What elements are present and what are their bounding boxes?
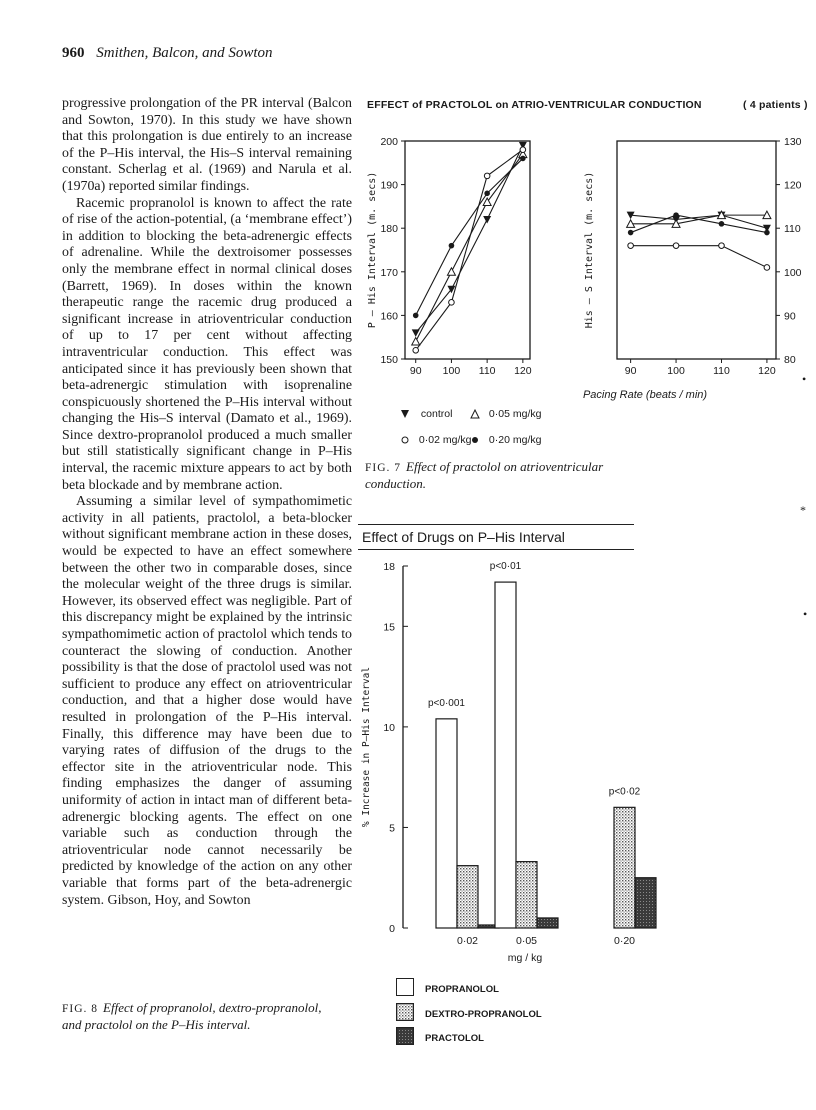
x-tick-label: 0·05 <box>515 935 538 947</box>
x-tick-label: 110 <box>478 365 496 377</box>
y-tick-label: 80 <box>784 354 796 366</box>
x-tick-label: 0·20 <box>613 935 636 947</box>
margin-mark: • <box>802 372 807 386</box>
y-tick-label: 130 <box>784 136 802 148</box>
y-tick-label: 150 <box>380 354 398 366</box>
data-point <box>484 173 490 179</box>
bar-practolol <box>537 918 558 928</box>
y-tick-label: 160 <box>380 310 398 323</box>
bar-propranolol <box>436 719 457 928</box>
data-point <box>484 191 490 197</box>
fig7-panel-1 <box>367 136 532 377</box>
data-point <box>673 243 679 249</box>
data-point <box>412 338 420 346</box>
legend-swatch-dextro <box>396 1003 414 1021</box>
fig7-title: EFFECT of PRACTOLOL on ATRIO-VENTRICULAR CONDUCTION <box>367 99 702 111</box>
data-point <box>413 347 419 353</box>
y-tick-label: 5 <box>389 822 395 835</box>
y-tick-label: 190 <box>380 179 398 192</box>
series <box>413 147 526 353</box>
bar-dextro-propranolol <box>614 807 635 928</box>
data-point <box>483 216 491 224</box>
x-axis-label: mg / kg <box>507 952 543 964</box>
fig7-legend-0-20: 0·20 mg/kg <box>488 434 542 446</box>
bar-dextro-propranolol <box>457 866 478 928</box>
data-point <box>673 212 679 218</box>
y-tick-label: 90 <box>784 310 796 323</box>
x-tick-label: 100 <box>442 365 461 377</box>
data-point <box>447 268 455 276</box>
y-tick-label: 170 <box>380 266 398 279</box>
fig8-chart <box>355 550 655 970</box>
fig7-chart <box>355 118 805 418</box>
y-tick-label: 100 <box>784 266 802 279</box>
data-point <box>719 243 725 249</box>
fig7-legend-control: control <box>420 408 453 420</box>
fig7-caption-text: Effect of practolol on atrioventricular conduction. <box>365 459 604 491</box>
fig8-caption <box>62 1000 342 1032</box>
data-point <box>520 156 526 162</box>
y-tick-label: 180 <box>380 223 398 236</box>
y-tick-label: 18 <box>383 561 395 573</box>
series-line <box>631 215 767 228</box>
y-tick-label: 10 <box>383 721 395 734</box>
y-axis-label: His – S Interval (m. secs) <box>584 171 595 329</box>
fig7-legend-0-02: 0·02 mg/kg <box>418 434 472 446</box>
x-tick-label: 90 <box>624 365 637 377</box>
running-header <box>62 45 273 62</box>
fig8-caption-text: Effect of propranolol, dextro-propranolol, and practolol on the P–His interval. <box>62 1000 322 1032</box>
significance-label: p<0·01 <box>489 561 522 573</box>
y-axis-label: % Increase in P–His Interval <box>361 666 372 828</box>
plot-frame <box>617 141 776 359</box>
x-tick-label: 90 <box>409 365 422 377</box>
fig7-caption <box>365 459 665 491</box>
data-point <box>449 300 455 306</box>
fig8-title: Effect of Drugs on P–His Interval <box>362 529 565 545</box>
series <box>628 243 770 270</box>
x-tick-label: 120 <box>514 365 532 377</box>
data-point <box>628 230 634 236</box>
data-point <box>628 243 634 249</box>
y-tick-label: 110 <box>784 223 801 236</box>
y-tick-label: 15 <box>383 621 395 634</box>
margin-mark: * <box>800 503 806 517</box>
y-tick-label: 0 <box>389 923 395 935</box>
body-paragraph: Assuming a similar level of sympathomimetic activity in all patients, practolol, a beta-blocker without significant membrane action in these doses, would be expected to have an effect somewhere between the other two in comparable doses, since the molecular weight of the three drugs is similar. However, its observed effect was negligible. Part of this discrepancy might be explained by the intrinsic sympathomimetic action of practolol which tends to counteract the slowing of conduction. Another possibility is that the dose of practolol used was not sufficient to produce any effect on atrioventricular conduction, and that a higher dose would have resulted in prolongation of the P–His interval. Finally, this difference may have been due to varying rates of diffusion of the drugs to the effector site in the atrioventricular node. This finding emphasizes the danger of assuming uniformity of action in intact man of different beta-adrenergic blocking agents. The effect on one variable such as conduction through the atrioventricular node cannot necessarily be predicted by knowledge of the action on any other variable that forms part of the beta-adrenergic system. Gibson, Hoy, and Sowton <box>62 494 352 908</box>
fig7-patients: ( 4 patients ) <box>743 99 808 111</box>
x-tick-label: 110 <box>713 365 730 377</box>
bar-practolol <box>635 878 656 928</box>
fig8-legend-dextro: DEXTRO-PROPRANOLOL <box>425 1009 542 1020</box>
x-tick-label: 120 <box>758 365 776 377</box>
running-authors: Smithen, Balcon, and Sowton <box>96 45 273 61</box>
data-point <box>449 243 455 249</box>
series <box>412 150 527 345</box>
fig8-caption-label: FIG. 8 <box>62 1003 99 1015</box>
y-tick-label: 200 <box>380 136 398 148</box>
fig7-panel-2 <box>584 136 802 377</box>
data-point <box>764 265 770 271</box>
fig7-legend-0-05: 0·05 mg/kg <box>488 408 542 420</box>
body-paragraph: Racemic propranolol is known to affect the rate of rise of the action-potential, (a ‘membrane effect’) in addition to blocking the beta-adrenergic effects of adrenaline. While the dextroisomer possesses only the membrane effect in normal clinical doses (Barrett, 1969). In doses within the known therapeutic range the racemic drug produced a significant increase in atrioventricular conduction of up to 17 per cent without affecting intraventricular conduction. This effect was anticipated since it has previously been shown that beta-adrenergic stimulation with isoprenaline conspicuously shortened the P–His interval without changing the His–S interval (Damato et al., 1969). Since dextro-propranolol produced a much smaller but still statistically significant change in P–His interval, the racemic mixture appears to act by both beta blockade and by membrane action. <box>62 195 352 493</box>
x-tick-label: 0·02 <box>456 935 479 947</box>
legend-swatch-practolol <box>396 1027 414 1045</box>
legend-swatch-propranolol <box>396 978 414 996</box>
fig8-legend-propranolol: PROPRANOLOL <box>425 984 499 995</box>
y-tick-label: 120 <box>784 179 802 192</box>
data-point <box>413 313 419 319</box>
margin-mark: • <box>803 607 808 621</box>
page-number: 960 <box>62 45 85 61</box>
y-axis-label: P – His Interval (m. secs) <box>367 171 378 329</box>
data-point <box>719 221 725 227</box>
data-point <box>520 147 526 153</box>
fig7-caption-label: FIG. 7 <box>365 462 402 474</box>
data-point <box>764 230 770 236</box>
significance-label: p<0·001 <box>428 697 465 709</box>
significance-label: p<0·02 <box>608 786 641 798</box>
bar-dextro-propranolol <box>516 862 537 928</box>
x-axis-label: Pacing Rate (beats / min) <box>582 389 708 401</box>
body-text-column <box>62 96 352 909</box>
x-tick-label: 100 <box>667 365 685 377</box>
body-paragraph: progressive prolongation of the PR interval (Balcon and Sowton, 1970). In this study we have shown that this prolongation is due entirely to an increase of the P–His interval, the His–S interval remaining constant. Scherlag et al. (1969) and Narula et al. (1970a) reported similar findings. <box>62 96 352 194</box>
bar-propranolol <box>495 582 516 928</box>
fig8-legend-practolol: PRACTOLOL <box>425 1033 484 1044</box>
series-line <box>631 246 767 268</box>
